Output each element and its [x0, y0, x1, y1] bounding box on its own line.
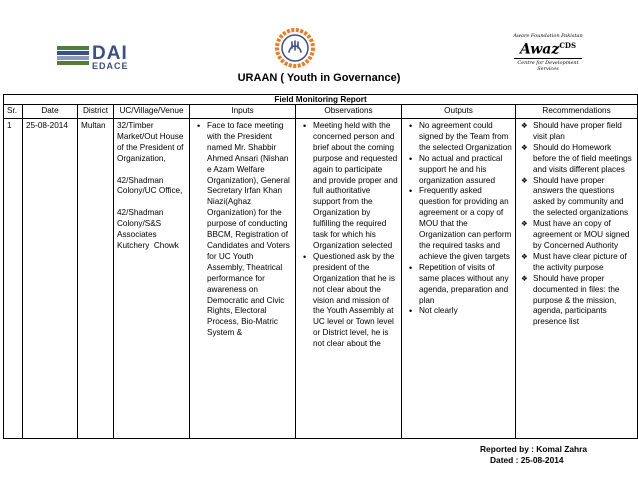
logo-right-top-text: Aware Foundation Pakistan: [513, 33, 583, 39]
observations-list: [299, 121, 398, 350]
column-header-sr: Sr.: [4, 105, 23, 119]
cell-outputs: [402, 119, 516, 439]
logo-right-rule: [514, 58, 582, 59]
stripe-1: [57, 46, 89, 50]
uraan-emblem-icon: [275, 28, 315, 68]
inputs-wrap: [193, 121, 292, 433]
dai-edace-logo: [57, 43, 139, 71]
document-title: URAAN ( Youth in Governance): [237, 72, 401, 84]
report-date: Dated : 25-08-2014: [490, 455, 564, 465]
table-header-row: [4, 105, 638, 119]
reported-by: Reported by : Komal Zahra: [480, 444, 588, 454]
outputs-wrap: [405, 121, 512, 433]
cell-venue: [114, 119, 190, 439]
stripe-3: [57, 56, 89, 60]
inputs-list: [193, 121, 292, 339]
recommendations-item: ❖ Should have proper documented in files: the purpose & the mission, agenda, participants presence list: [533, 274, 634, 329]
report-footer: [480, 444, 587, 466]
awaz-cds-logo: [508, 33, 588, 73]
logo-right-main-text: Awaz: [519, 41, 560, 58]
inputs-item: • Face to face meeting with the President named Mr. Shabbir Ahmed Ansari (Nishan e Azam Welfare Organization), General Secretary Irfan Khan Niazi(Aghaz Organization) for the purpose of conducting BBCM, Registration of Candidates and Voters for UC Youth Assembly, Theatrical performance for awareness on Democratic and Civic Rights, Electoral Process, Bio-Matric System &: [207, 121, 292, 339]
recommendations-wrap: [519, 121, 634, 433]
logo-right-bottom-text: Centre for Development Services: [517, 59, 579, 72]
logo-main-text: DAI: [92, 43, 128, 64]
cell-date: 25-08-2014: [23, 119, 78, 439]
outputs-item: • No actual and practical support he and his organization assured: [419, 154, 512, 187]
outputs-list: [405, 121, 512, 317]
field-monitoring-table: [3, 94, 638, 439]
recommendations-item: ❖ Should do Homework before the of field meetings and visits different places: [533, 143, 634, 176]
cell-recommendations: [516, 119, 638, 439]
recommendations-list: [519, 121, 634, 328]
cell-inputs: [190, 119, 296, 439]
recommendations-item: ❖ Should have proper field visit plan: [533, 121, 634, 143]
cell-district: Multan: [78, 119, 114, 439]
cell-observations: [296, 119, 402, 439]
column-header-inputs: Inputs: [190, 105, 296, 119]
stripe-2: [57, 51, 89, 55]
column-header-recommendations: Recommendations: [516, 105, 638, 119]
report-caption: Field Monitoring Report: [4, 95, 638, 105]
column-header-district: District: [78, 105, 114, 119]
logo-right-main: [508, 39, 588, 57]
observations-wrap: [299, 121, 398, 433]
recommendations-item: ❖ Must have an copy of agreement or MOU signed by Concerned Authority: [533, 219, 634, 252]
venue-text: 32/Timber Market/Out House of the President of Organization, 42/Shadman Colony/UC Office, 42/Shadman Colony/S&S Associates Kutchery Chowk: [117, 121, 184, 250]
outputs-item: • No agreement could signed by the Team from the selected Organization: [419, 121, 512, 154]
logo-stripes: [57, 46, 89, 70]
recommendations-item: ❖ Must have clear picture of the activity purpose: [533, 252, 634, 274]
column-header-date: Date: [23, 105, 78, 119]
column-header-venue: UC/Village/Venue: [114, 105, 190, 119]
recommendations-item: ❖ Should have proper answers the questions asked by community and the selected organizations: [533, 176, 634, 220]
observations-item: • Questioned ask by the president of the Organization that he is not clear about the vision and mission of the Youth Assembly at UC level or Town level or District level, he is not clear about the: [313, 252, 398, 350]
table-row: [4, 119, 638, 439]
column-header-observations: Observations: [296, 105, 402, 119]
observations-item: • Meeting held with the concerned person and brief about the coming purpose and requested again to participate and provide proper and full authoritative support from the Organization by fulfilling the required task for which his Organization selected: [313, 121, 398, 252]
cell-sr: 1: [4, 119, 23, 439]
stripe-4: [57, 61, 89, 65]
outputs-item: • Not clearly: [419, 306, 512, 317]
outputs-item: • Frequently asked question for providing an agreement or a copy of MOU that the Organization can perform the required tasks and achieve the given targets: [419, 186, 512, 262]
logo-right-sup-text: CDS: [559, 41, 577, 50]
outputs-item: • Repetition of visits of same places without any agenda, preparation and plan: [419, 263, 512, 307]
column-header-outputs: Outputs: [402, 105, 516, 119]
logo-sub-text: EDACE: [92, 61, 129, 71]
